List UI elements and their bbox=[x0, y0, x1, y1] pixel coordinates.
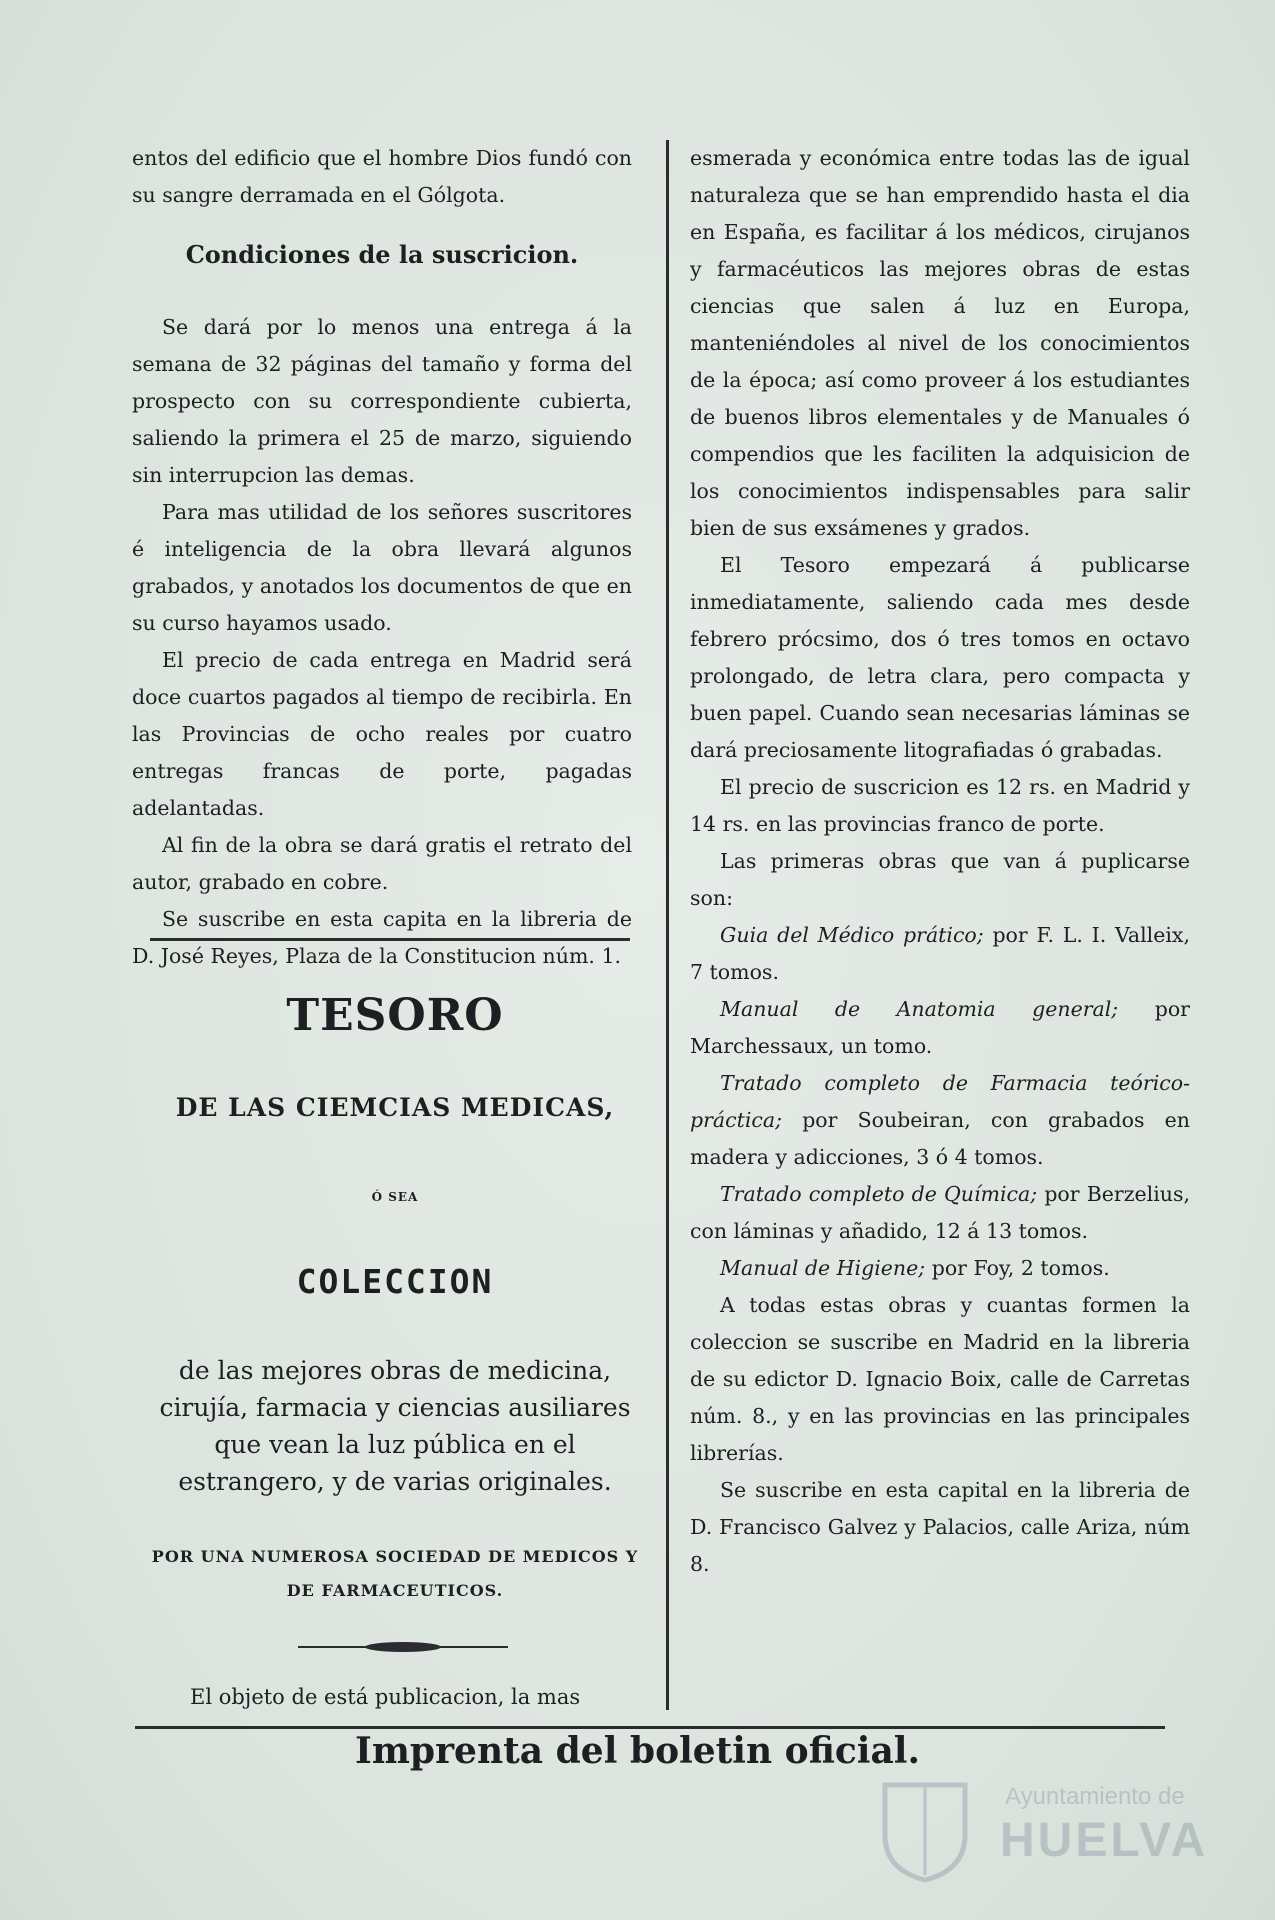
work-listing: Manual de Higiene; por Foy, 2 tomos. bbox=[720, 1256, 1110, 1280]
section-divider bbox=[150, 938, 630, 941]
tesoro-title: TESORO bbox=[286, 990, 504, 1041]
intro-text: entos del edificio que el hombre Dios fundó con su sangre derramada en el Gólgota. bbox=[132, 146, 632, 207]
right-paragraph: A todas estas obras y cuantas formen la coleccion se suscribe en Madrid en la libreria de su edictor D. Ignacio Boix, calle de Carretas núm. 8., y en las provincias en las principales librerías. bbox=[690, 1293, 1190, 1465]
work-listing: Guia del Médico prático; por F. L. I. Valleix, 7 tomos. bbox=[690, 923, 1190, 984]
condition-paragraph: Para mas utilidad de los señores suscritores é inteligencia de la obra llevará algunos grabados, y anotados los documentos de que en su curso hayamos usado. bbox=[132, 500, 632, 635]
tesoro-connector: Ó SEA bbox=[371, 1190, 419, 1204]
watermark-line2: HUELVA bbox=[1000, 1814, 1209, 1867]
footer-rule bbox=[135, 1726, 1165, 1729]
condition-paragraph: Se suscribe en esta capita en la libreria de D. José Reyes, Plaza de la Constitucion núm. 1. bbox=[132, 907, 632, 968]
imprint-footer: Imprenta del boletin oficial. bbox=[354, 1730, 920, 1772]
conditions-title: Condiciones de la suscricion. bbox=[185, 240, 579, 269]
right-column bbox=[690, 140, 1190, 1583]
ornament-rule bbox=[298, 1641, 508, 1653]
tesoro-description: de las mejores obras de medicina, cirujía, farmacia y ciencias ausiliares que vean la luz pública en el estrangero, y de varias originales. bbox=[159, 1356, 631, 1496]
coat-of-arms-icon bbox=[875, 1775, 975, 1885]
work-listing: Manual de Anatomia general; por Marchessaux, un tomo. bbox=[690, 997, 1190, 1058]
right-paragraph: Las primeras obras que van á puplicarse son: bbox=[690, 849, 1190, 910]
left-column bbox=[132, 140, 632, 975]
society-credit: POR UNA NUMEROSA SOCIEDAD DE MEDICOS Y DE FARMACEUTICOS. bbox=[151, 1547, 639, 1600]
right-paragraph: El precio de suscricion es 12 rs. en Madrid y 14 rs. en las provincias franco de porte. bbox=[690, 775, 1190, 836]
right-paragraph: esmerada y económica entre todas las de igual naturaleza que se han emprendido hasta el dia en España, es facilitar á los médicos, cirujanos y farmacéuticos las mejores obras de estas ciencias que salen á luz en Europa, manteniéndoles al nivel de los conocimientos de la época; así como proveer á los estudiantes de buenos libros elementales y de Manuales ó compendios que les faciliten la adquisicion de los conocimientos indispensables para salir bien de sus exsámenes y grados. bbox=[690, 146, 1190, 540]
condition-paragraph: Se dará por lo menos una entrega á la semana de 32 páginas del tamaño y forma del prospecto con su correspondiente cubierta, saliendo la primera el 25 de marzo, siguiendo sin interrupcion las demas. bbox=[132, 315, 632, 487]
right-paragraph: Se suscribe en esta capital en la libreria de D. Francisco Galvez y Palacios, calle Ariza, núm 8. bbox=[690, 1478, 1190, 1576]
objeto-text: El objeto de está publicacion, la mas bbox=[190, 1685, 581, 1709]
condition-paragraph: Al fin de la obra se dará gratis el retrato del autor, grabado en cobre. bbox=[132, 833, 632, 894]
condition-paragraph: El precio de cada entrega en Madrid será doce cuartos pagados al tiempo de recibirla. En las Provincias de ocho reales por cuatro entregas francas de porte, pagadas adelantadas. bbox=[132, 648, 632, 820]
tesoro-subtitle: DE LAS CIEMCIAS MEDICAS, bbox=[175, 1093, 615, 1122]
right-paragraph: El Tesoro empezará á publicarse inmediatamente, saliendo cada mes desde febrero prócsimo, dos ó tres tomos en octavo prolongado, de letra clara, pero compacta y buen papel. Cuando sean necesarias láminas se dará preciosamente litografiadas ó grabadas. bbox=[690, 553, 1190, 762]
coleccion-heading: COLECCION bbox=[296, 1262, 494, 1301]
column-divider bbox=[666, 140, 669, 1710]
watermark-logo bbox=[875, 1775, 1215, 1885]
watermark-line1: Ayuntamiento de bbox=[1005, 1783, 1185, 1810]
work-listing: Tratado completo de Farmacia teórico-práctica; por Soubeiran, con grabados en madera y adicciones, 3 ó 4 tomos. bbox=[690, 1071, 1190, 1169]
work-listing: Tratado completo de Química; por Berzelius, con láminas y añadido, 12 á 13 tomos. bbox=[690, 1182, 1191, 1243]
